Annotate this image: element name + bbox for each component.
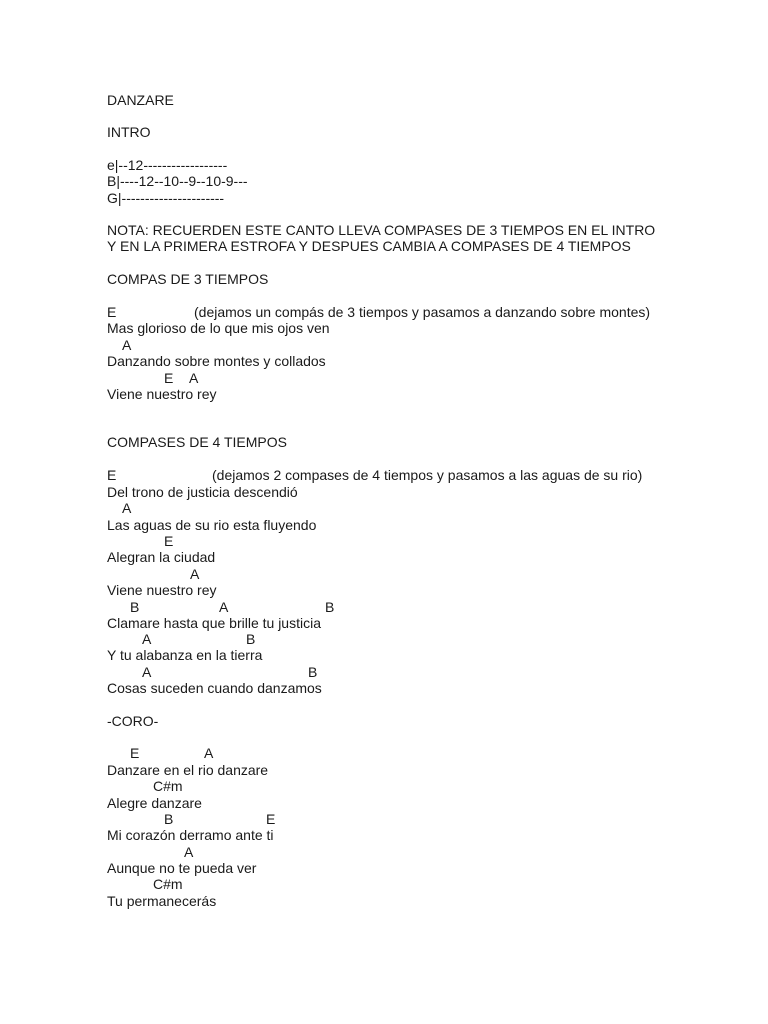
lyric-line: Cosas suceden cuando danzamos <box>107 680 322 696</box>
lyric-line: Alegre danzare <box>107 795 202 811</box>
coro-heading: -CORO- <box>107 713 159 729</box>
section-note-4: (dejamos 2 compases de 4 tiempos y pasamos a las aguas de su rio) <box>212 467 643 483</box>
lyric-line: Mas glorioso de lo que mis ojos ven <box>107 320 330 336</box>
lyric-line: Las aguas de su rio esta fluyendo <box>107 517 317 533</box>
chord-label: A <box>142 664 152 680</box>
lyric-line: Viene nuestro rey <box>107 582 217 598</box>
lyric-line: Mi corazón derramo ante ti <box>107 827 274 843</box>
chord-label: A <box>189 370 199 386</box>
lyric-line: Clamare hasta que brille tu justicia <box>107 615 321 631</box>
chord-label: B <box>164 811 174 827</box>
chord-label: A <box>219 599 229 615</box>
chord-label: B <box>246 631 256 647</box>
chord-label: C#m <box>153 876 183 892</box>
nota-line-2: Y EN LA PRIMERA ESTROFA Y DESPUES CAMBIA A COMPASES DE 4 TIEMPOS <box>107 238 631 254</box>
chord-label: A <box>142 631 152 647</box>
chord-label: A <box>184 844 194 860</box>
chord-label: A <box>204 745 214 761</box>
tab-line-b: B|----12--10--9--10-9--- <box>107 173 248 189</box>
lyric-line: Y tu alabanza en la tierra <box>107 647 263 663</box>
lyric-line: Danzando sobre montes y collados <box>107 353 326 369</box>
chord-label: B <box>308 664 318 680</box>
tab-line-g: G|---------------------- <box>107 190 225 206</box>
chord-label: E <box>107 467 117 483</box>
chord-label: E <box>164 370 174 386</box>
nota-line-1: NOTA: RECUERDEN ESTE CANTO LLEVA COMPASES DE 3 TIEMPOS EN EL INTRO <box>107 222 656 238</box>
lyric-line: Del trono de justicia descendió <box>107 484 298 500</box>
chord-label: B <box>130 599 140 615</box>
song-title: DANZARE <box>107 92 174 108</box>
lyric-line: Aunque no te pueda ver <box>107 860 257 876</box>
section-note-3: (dejamos un compás de 3 tiempos y pasamos a danzando sobre montes) <box>194 304 651 320</box>
tab-line-e: e|--12------------------ <box>107 157 228 173</box>
chord-label: A <box>122 500 132 516</box>
chord-label: E <box>266 811 276 827</box>
chord-label: E <box>130 745 140 761</box>
chord-label: A <box>122 337 132 353</box>
lyric-line: Viene nuestro rey <box>107 386 217 402</box>
chord-label: B <box>325 599 335 615</box>
chord-label: A <box>190 566 200 582</box>
lyric-line: Alegran la ciudad <box>107 549 216 565</box>
lyric-line: Danzare en el rio danzare <box>107 762 269 778</box>
intro-heading: INTRO <box>107 124 151 140</box>
lyric-line: Tu permanecerás <box>107 893 217 909</box>
section-heading-3: COMPAS DE 3 TIEMPOS <box>107 271 269 287</box>
chord-label: E <box>164 533 174 549</box>
section-heading-4: COMPASES DE 4 TIEMPOS <box>107 434 287 450</box>
chord-label: E <box>107 304 117 320</box>
chord-label: C#m <box>153 778 183 794</box>
